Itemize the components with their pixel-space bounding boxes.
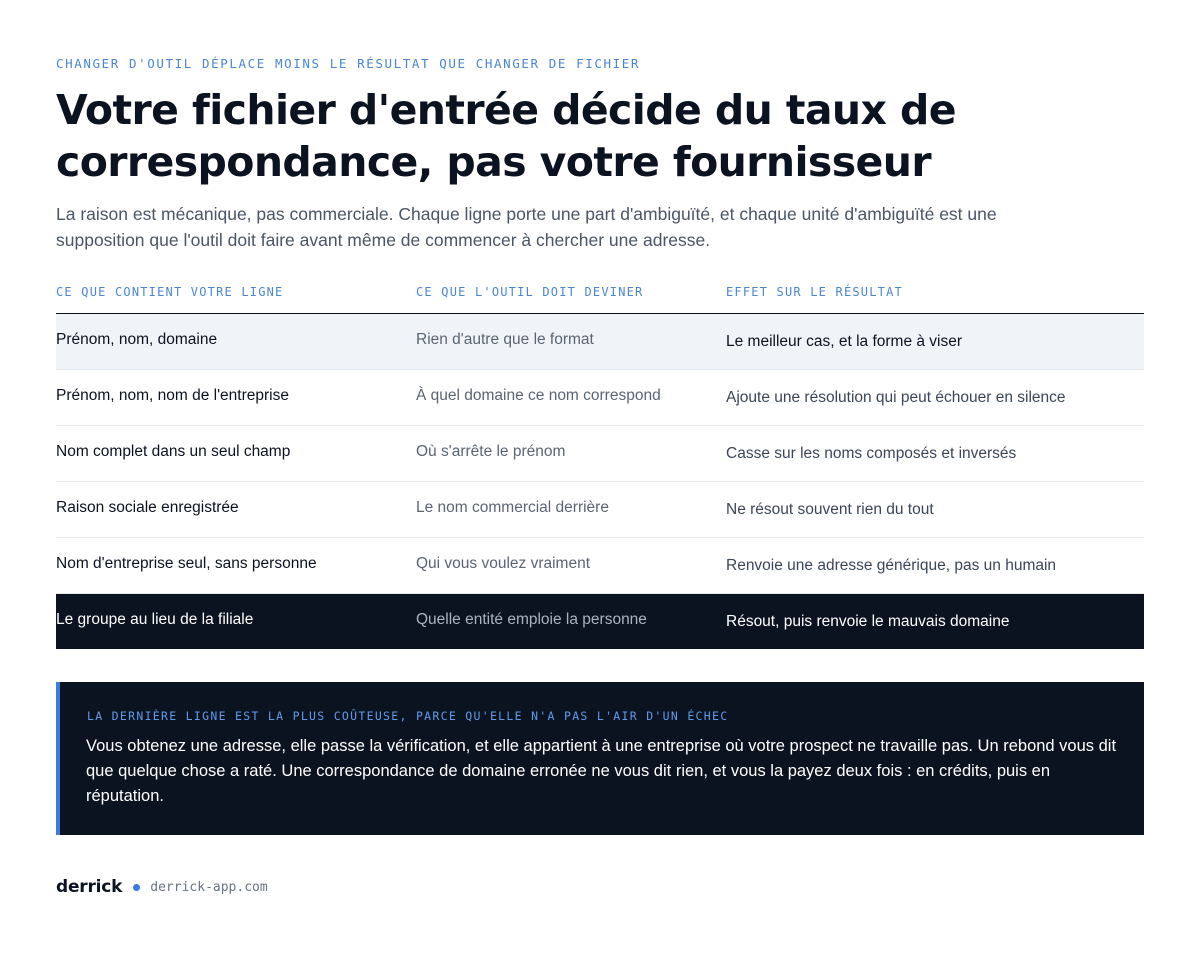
row-contenu: Prénom, nom, nom de l'entreprise xyxy=(56,387,289,404)
row-deviner: Où s'arrête le prénom xyxy=(416,443,566,460)
row-effet: Le meilleur cas, et la forme à viser xyxy=(726,333,963,350)
table-row xyxy=(56,370,1144,426)
row-contenu: Nom d'entreprise seul, sans personne xyxy=(56,555,317,572)
row-deviner: À quel domaine ce nom correspond xyxy=(416,387,661,404)
column-header-effet: EFFET SUR LE RÉSULTAT xyxy=(726,285,903,299)
row-contenu: Le groupe au lieu de la filiale xyxy=(56,611,254,628)
row-effet: Casse sur les noms composés et inversés xyxy=(726,445,1017,462)
callout-panel xyxy=(56,682,1144,835)
table-row xyxy=(56,314,1144,370)
row-contenu: Nom complet dans un seul champ xyxy=(56,443,291,460)
footer-url: derrick-app.com xyxy=(150,879,268,895)
page-title: Votre fichier d'entrée décide du taux de correspondance, pas votre fournisseur xyxy=(56,86,956,186)
row-deviner: Qui vous voulez vraiment xyxy=(416,555,591,572)
callout-body: Vous obtenez une adresse, elle passe la vérification, et elle appartient à une entreprise où votre prospect ne travaille pas. Un rebond vous dit que quelque chose a raté. Une correspondance de domaine erronée ne vous dit rien, et vous la payez deux fois : en crédits, puis en réputation. xyxy=(86,737,1117,805)
table-row xyxy=(56,426,1144,482)
table-header xyxy=(56,283,1144,315)
column-header-contenu: CE QUE CONTIENT VOTRE LIGNE xyxy=(56,285,284,299)
table-row xyxy=(56,538,1144,594)
lead-paragraph: La raison est mécanique, pas commerciale. Chaque ligne porte une part d'ambiguïté, et chaque unité d'ambiguïté est une supposition que l'outil doit faire avant même de commencer à chercher une adresse. xyxy=(56,204,997,250)
brand-logo: derrick xyxy=(56,877,123,897)
row-effet: Ne résout souvent rien du tout xyxy=(726,501,934,518)
row-deviner: Quelle entité emploie la personne xyxy=(416,611,647,628)
eyebrow: CHANGER D'OUTIL DÉPLACE MOINS LE RÉSULTAT QUE CHANGER DE FICHIER xyxy=(56,56,641,71)
table-row-highlighted xyxy=(56,594,1144,649)
row-contenu: Prénom, nom, domaine xyxy=(56,331,218,348)
column-header-deviner: CE QUE L'OUTIL DOIT DEVINER xyxy=(416,285,644,299)
separator-dot-icon xyxy=(133,884,140,891)
row-effet: Ajoute une résolution qui peut échouer en silence xyxy=(726,389,1066,406)
table-row xyxy=(56,482,1144,538)
row-effet: Renvoie une adresse générique, pas un humain xyxy=(726,557,1057,574)
footer xyxy=(56,875,268,899)
table-body xyxy=(56,314,1144,649)
row-contenu: Raison sociale enregistrée xyxy=(56,499,239,516)
row-effet: Résout, puis renvoie le mauvais domaine xyxy=(726,613,1010,630)
row-deviner: Le nom commercial derrière xyxy=(416,499,609,516)
callout-label: LA DERNIÈRE LIGNE EST LA PLUS COÛTEUSE, PARCE QU'ELLE N'A PAS L'AIR D'UN ÉCHEC xyxy=(87,709,729,723)
row-deviner: Rien d'autre que le format xyxy=(416,331,594,348)
